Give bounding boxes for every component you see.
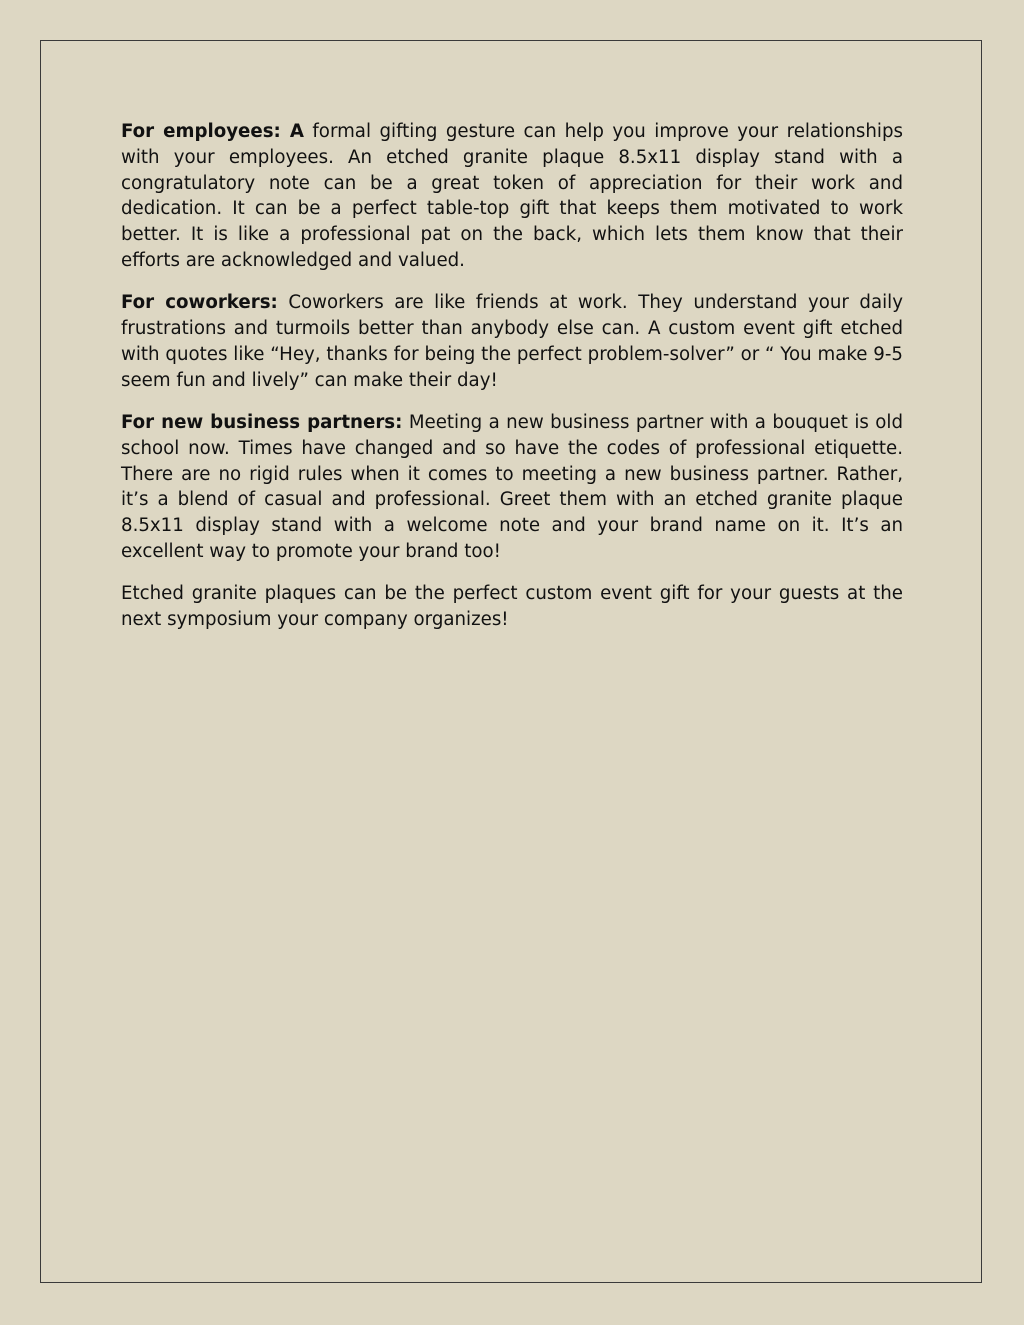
paragraph-text: Coworkers are like friends at work. They understand your daily frustrations and turmoils better than anybody else can. A custom event gift etched with quotes like “Hey, thanks for being the perfect problem-solver” or “ You make 9-5 seem fun and lively” can make their day! [121, 292, 903, 391]
paragraph-closing [121, 581, 903, 633]
paragraph-text: formal gifting gesture can help you improve your relationships with your employees. An etched granite plaque 8.5x11 display stand with a congratulatory note can be a great token of appreciation for their work and dedication. It can be a perfect table-top gift that keeps them motivated to work better. It is like a professional pat on the back, which lets them know that their efforts are acknowledged and valued. [121, 121, 903, 271]
paragraph-employees [121, 119, 903, 274]
paragraph-lead: For coworkers: [121, 292, 278, 314]
paragraph-text: Etched granite plaques can be the perfect custom event gift for your guests at the next symposium your company organizes! [121, 583, 903, 631]
paragraph-business-partners [121, 410, 903, 565]
document-body [121, 119, 903, 649]
paragraph-coworkers [121, 290, 903, 393]
paragraph-text: Meeting a new business partner with a bouquet is old school now. Times have changed and so have the codes of professional etiquette. There are no rigid rules when it comes to meeting a new business partner. Rather, it’s a blend of casual and professional. Greet them with an etched granite plaque 8.5x11 display stand with a welcome note and your brand name on it. It’s an excellent way to promote your brand too! [121, 411, 904, 562]
paragraph-lead: For new business partners: [121, 411, 403, 433]
paragraph-lead: For employees: A [121, 121, 304, 142]
